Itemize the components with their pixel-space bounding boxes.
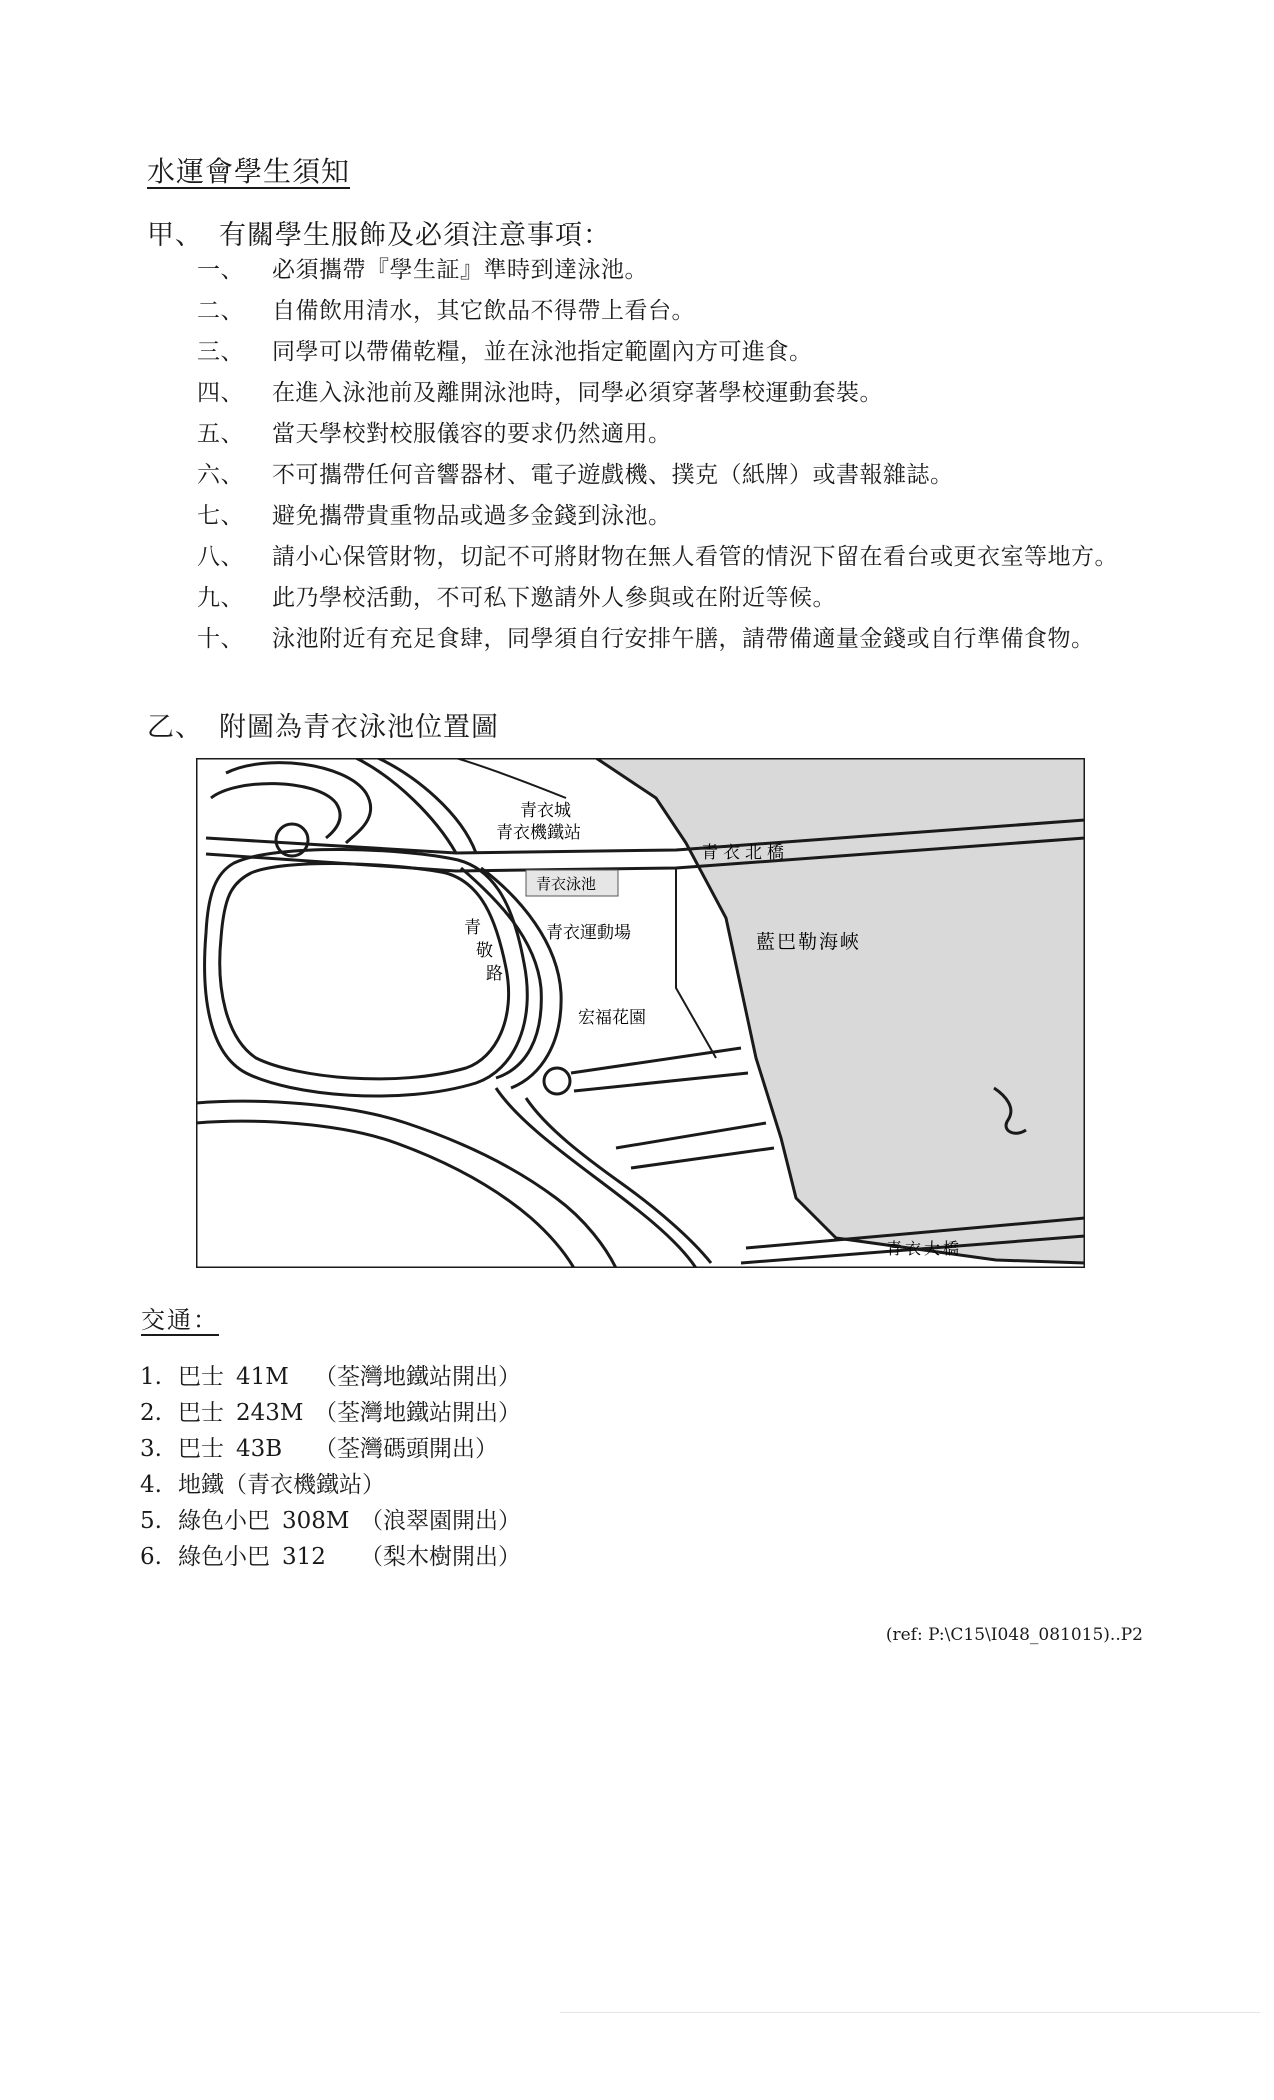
label-tsing-yi-city: 青衣城 bbox=[520, 801, 571, 821]
section-b-marker: 乙、 bbox=[147, 712, 203, 743]
transport-mode: 巴士 bbox=[178, 1436, 224, 1462]
label-tsing-yi-station: 青衣機鐵站 bbox=[496, 823, 581, 843]
transport-item bbox=[140, 1362, 521, 1398]
label-road-char-2: 敬 bbox=[476, 941, 493, 961]
transport-number: 2. bbox=[140, 1400, 162, 1426]
transport-item bbox=[140, 1506, 521, 1542]
rule-item bbox=[197, 378, 1118, 419]
transport-origin: （荃灣地鐵站開出） bbox=[314, 1364, 521, 1390]
rule-text: 泳池附近有充足食肆，同學須自行安排午膳，請帶備適量金錢或自行準備食物。 bbox=[272, 626, 1095, 652]
reference-code: (ref: P:\C15\I048_081015)..P2 bbox=[885, 1625, 1143, 1645]
rule-number: 六、 bbox=[197, 462, 244, 488]
transport-route: 308M bbox=[282, 1508, 350, 1534]
rule-number: 十、 bbox=[197, 626, 244, 652]
label-channel: 藍巴勒海峽 bbox=[756, 931, 862, 953]
rule-item bbox=[197, 460, 1118, 501]
rule-number: 五、 bbox=[197, 421, 244, 447]
rule-text: 必須攜帶『學生証』準時到達泳池。 bbox=[272, 257, 648, 283]
section-b-heading bbox=[147, 705, 499, 744]
rule-item bbox=[197, 255, 1118, 296]
rule-item bbox=[197, 419, 1118, 460]
rule-text: 在進入泳池前及離開泳池時，同學必須穿著學校運動套裝。 bbox=[272, 380, 883, 406]
rule-number: 四、 bbox=[197, 380, 244, 406]
transport-mode: 巴士 bbox=[178, 1364, 224, 1390]
transport-list bbox=[140, 1362, 521, 1578]
transport-route: 41M bbox=[236, 1364, 289, 1390]
label-north-bridge: 青衣北橋 bbox=[701, 843, 789, 863]
transport-number: 4. bbox=[140, 1472, 162, 1498]
transport-origin: （荃灣地鐵站開出） bbox=[314, 1400, 521, 1426]
section-a-marker: 甲、 bbox=[147, 220, 203, 251]
label-pool: 青衣泳池 bbox=[536, 875, 597, 893]
location-map bbox=[196, 758, 1085, 1268]
section-a-heading bbox=[147, 213, 611, 252]
transport-origin: （青衣機鐵站） bbox=[224, 1472, 385, 1498]
label-tsing-yi-bridge: 青衣大橋 bbox=[886, 1239, 963, 1258]
rule-number: 一、 bbox=[197, 257, 244, 283]
rule-number: 七、 bbox=[197, 503, 244, 529]
label-sports-ground: 青衣運動場 bbox=[546, 923, 631, 943]
section-a-title: 有關學生服飾及必須注意事項： bbox=[219, 220, 611, 251]
scan-artifact-line bbox=[560, 2012, 1260, 2013]
transport-title: 交通： bbox=[141, 1306, 219, 1334]
rule-number: 二、 bbox=[197, 298, 244, 324]
rule-text: 請小心保管財物，切記不可將財物在無人看管的情況下留在看台或更衣室等地方。 bbox=[272, 544, 1118, 570]
label-road-char-1: 青 bbox=[464, 918, 481, 938]
rule-item bbox=[197, 542, 1118, 583]
transport-item bbox=[140, 1434, 521, 1470]
transport-number: 5. bbox=[140, 1508, 162, 1534]
rule-text: 此乃學校活動，不可私下邀請外人參與或在附近等候。 bbox=[272, 585, 836, 611]
rule-text: 自備飲用清水，其它飲品不得帶上看台。 bbox=[272, 298, 695, 324]
rule-item bbox=[197, 583, 1118, 624]
transport-item bbox=[140, 1398, 521, 1434]
document-title: 水運會學生須知 bbox=[147, 155, 351, 188]
rule-item bbox=[197, 296, 1118, 337]
transport-origin: （荃灣碼頭開出） bbox=[314, 1436, 498, 1462]
transport-origin: （梨木樹開出） bbox=[360, 1544, 521, 1570]
transport-item bbox=[140, 1470, 521, 1506]
label-garden: 宏福花園 bbox=[578, 1008, 646, 1028]
rule-item bbox=[197, 337, 1118, 378]
transport-route: 43B bbox=[236, 1436, 283, 1462]
transport-mode: 綠色小巴 bbox=[178, 1544, 270, 1570]
rule-number: 九、 bbox=[197, 585, 244, 611]
section-b-title: 附圖為青衣泳池位置圖 bbox=[219, 712, 499, 743]
transport-mode: 綠色小巴 bbox=[178, 1508, 270, 1534]
transport-origin: （浪翠園開出） bbox=[360, 1508, 521, 1534]
transport-mode: 地鐵 bbox=[178, 1472, 224, 1498]
rule-text: 避免攜帶貴重物品或過多金錢到泳池。 bbox=[272, 503, 672, 529]
label-road-char-3: 路 bbox=[486, 964, 503, 984]
transport-number: 3. bbox=[140, 1436, 162, 1462]
rules-list bbox=[197, 255, 1118, 665]
transport-number: 6. bbox=[140, 1544, 162, 1570]
transport-mode: 巴士 bbox=[178, 1400, 224, 1426]
rule-item bbox=[197, 624, 1118, 665]
rule-item bbox=[197, 501, 1118, 542]
transport-route: 312 bbox=[282, 1544, 326, 1570]
transport-number: 1. bbox=[140, 1364, 162, 1390]
rule-text: 同學可以帶備乾糧，並在泳池指定範圍內方可進食。 bbox=[272, 339, 813, 365]
transport-item bbox=[140, 1542, 521, 1578]
rule-number: 三、 bbox=[197, 339, 244, 365]
rule-text: 不可攜帶任何音響器材、電子遊戲機、撲克（紙牌）或書報雜誌。 bbox=[272, 462, 954, 488]
rule-text: 當天學校對校服儀容的要求仍然適用。 bbox=[272, 421, 672, 447]
transport-route: 243M bbox=[236, 1400, 304, 1426]
rule-number: 八、 bbox=[197, 544, 244, 570]
